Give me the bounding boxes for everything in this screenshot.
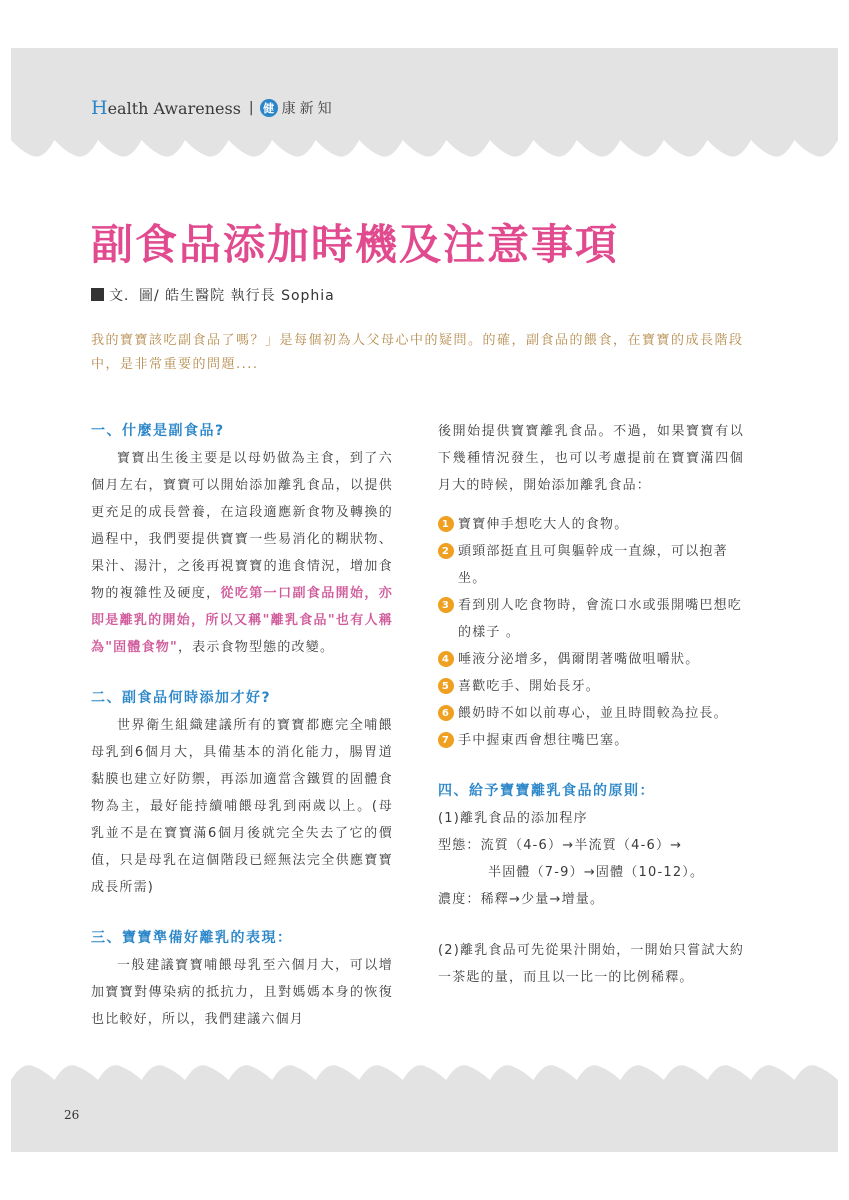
byline-text: 文．圖/ 皓生醫院 執行長 Sophia xyxy=(109,288,335,304)
readiness-signs-list xyxy=(438,511,744,754)
intro-paragraph: 我的寶寶該吃副食品了嗎？」是每個初為人父母心中的疑問。的確，副食品的餵食，在寶寶的成長階段中，是非常重要的問題.... xyxy=(91,333,744,372)
running-header xyxy=(91,96,336,120)
list-item: 3 看到別人吃食物時，會流口水或張開嘴巴想吃的樣子 。 xyxy=(438,592,744,646)
section-4-density: 濃度：稀釋→少量→增量。 xyxy=(438,892,605,907)
header-health-badge-icon: 健 xyxy=(260,99,278,117)
section-heading-4: 四、給予寶寶離乳食品的原則： xyxy=(438,783,655,799)
section-heading-1: 一、什麼是副食品? xyxy=(91,423,225,439)
section-2-paragraph: 世界衛生組織建議所有的寶寶都應完全哺餵母乳到6個月大，具備基本的消化能力，腸胃道黏膜也建立好防禦，再添加適當含鐵質的固體食物為主，最好能持續哺餵母乳到兩歲以上。(母乳並不是在寶寶滿6個月後就完全失去了它的價值，只是母乳在這個階段已經無法完全供應寶寶成長所需) xyxy=(91,718,393,895)
header-chinese: 康新知 xyxy=(281,101,336,117)
section-1-paragraph: 寶寶出生後主要是以母奶做為主食，到了六個月左右，寶寶可以開始添加離乳食品，以提供更充足的成長營養，在這段適應新食物及轉換的過程中，我們要提供寶寶一些易消化的糊狀物、果汁、湯汁，之後再視寶寶的進食情況，增加食物的複雜性及硬度，從吃第一口副食品開始，亦即是離乳的開始，所以又稱"離乳食品"也有人稱為"固體食物"，表示食物型態的改變。 xyxy=(91,451,393,655)
number-badge-icon: 2 xyxy=(438,543,454,559)
number-badge-icon: 4 xyxy=(438,651,454,667)
byline-square-icon xyxy=(91,288,104,301)
header-separator: | xyxy=(248,100,254,116)
number-badge-icon: 6 xyxy=(438,705,454,721)
right-column xyxy=(438,418,744,991)
page-number: 26 xyxy=(64,1108,80,1122)
number-badge-icon: 3 xyxy=(438,597,454,613)
list-item: 5 喜歡吃手、開始長牙。 xyxy=(438,673,744,700)
bottom-wave-band xyxy=(11,1064,838,1152)
number-badge-icon: 1 xyxy=(438,516,454,532)
list-item: 2 頭頸部挺直且可與軀幹成一直線，可以抱著坐。 xyxy=(438,538,744,592)
list-item: 1 寶寶伸手想吃大人的食物。 xyxy=(438,511,744,538)
number-badge-icon: 5 xyxy=(438,678,454,694)
section-4-form-line2: 半固體（7-9）→固體（10-12）。 xyxy=(488,865,705,880)
list-item: 7 手中握東西會想往嘴巴塞。 xyxy=(438,727,744,754)
section-4-form-line1: 型態：流質（4-6）→半流質（4-6）→ xyxy=(438,838,683,853)
section-1-highlight: 從吃第一口副食品開始，亦即是離乳的開始，所以又稱"離乳食品"也有人稱為"固體食物" xyxy=(91,586,393,655)
section-heading-3: 三、寶寶準備好離乳的表現： xyxy=(91,930,293,946)
section-heading-2: 二、副食品何時添加才好? xyxy=(91,690,272,706)
article-title: 副食品添加時機及注意事項 xyxy=(91,220,620,269)
section-4-sub1: (1)離乳食品的添加程序 xyxy=(438,811,588,826)
section-3-paragraph: 一般建議寶寶哺餵母乳至六個月大，可以增加寶寶對傳染病的抵抗力，且對媽媽本身的恢復也比較好，所以，我們建議六個月 xyxy=(91,958,393,1027)
list-item: 4 唾液分泌增多，偶爾閉著嘴做咀嚼狀。 xyxy=(438,646,744,673)
section-4-sub2: (2)離乳食品可先從果汁開始，一開始只嘗試大約一茶匙的量，而且以一比一的比例稀釋。 xyxy=(438,943,745,985)
section-3-paragraph-continued: 後開始提供寶寶離乳食品。不過，如果寶寶有以下幾種情況發生，也可以考慮提前在寶寶滿四個月大的時候，開始添加離乳食品： xyxy=(438,424,744,493)
left-column xyxy=(91,418,393,1033)
number-badge-icon: 7 xyxy=(438,732,454,748)
byline xyxy=(91,285,335,305)
list-item: 6 餵奶時不如以前專心，並且時間較為拉長。 xyxy=(438,700,744,727)
header-english: Health Awareness xyxy=(91,97,241,119)
